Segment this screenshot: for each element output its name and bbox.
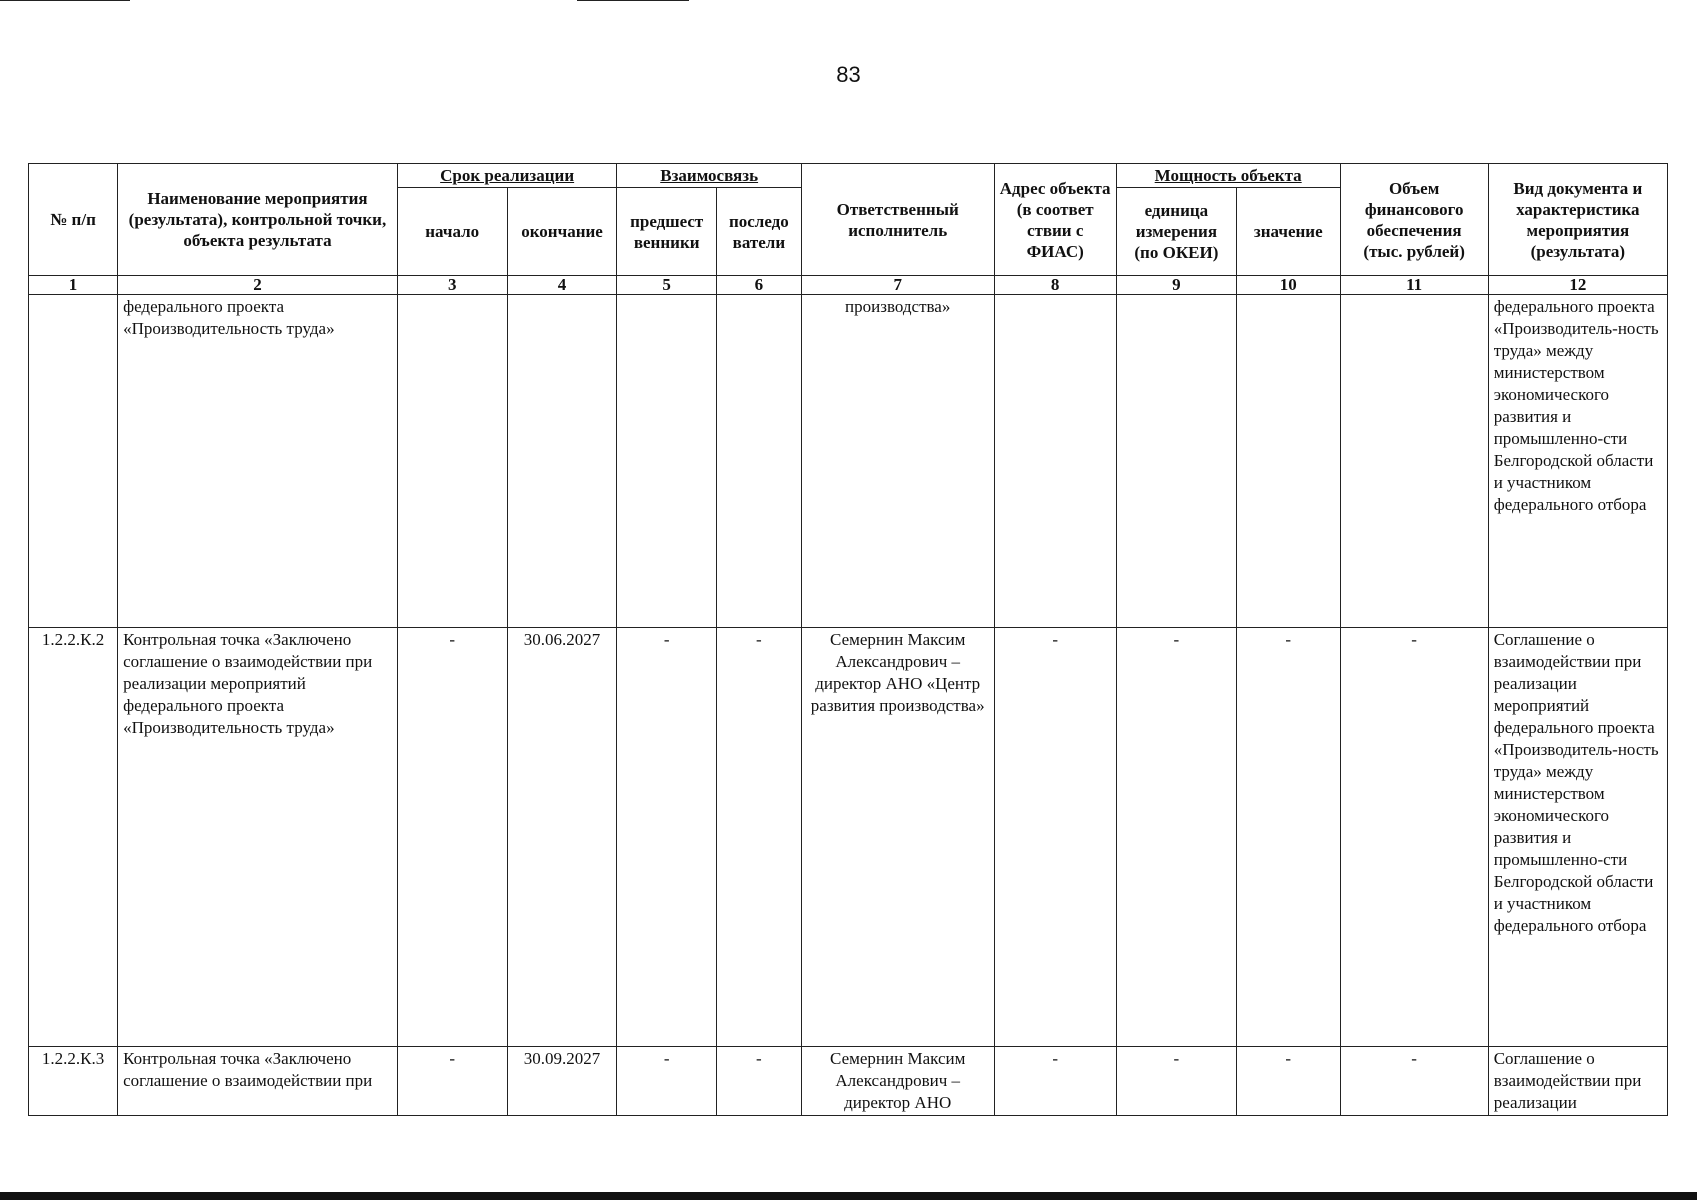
column-number: 2 <box>118 276 398 295</box>
column-number: 5 <box>617 276 716 295</box>
table-row <box>29 628 1668 1047</box>
header-doc-type: Вид документа и характеристика мероприятия (результата) <box>1488 164 1667 276</box>
scan-mark-center <box>577 0 689 1</box>
header-period: Срок реализации <box>397 164 617 188</box>
column-number: 1 <box>29 276 118 295</box>
cell-next: - <box>716 628 801 1047</box>
header-period-start: начало <box>397 188 507 276</box>
cell-end: 30.09.2027 <box>507 1047 617 1116</box>
cell-name: Контрольная точка «Заключено соглашение о взаимодействии при реализации мероприятий федерального проекта «Производительность труда» <box>118 628 398 1047</box>
cell-prev: - <box>617 1047 716 1116</box>
column-number: 8 <box>994 276 1116 295</box>
column-number: 7 <box>801 276 994 295</box>
cell-prev: - <box>617 628 716 1047</box>
header-capacity-unit: единица измерения (по ОКЕИ) <box>1116 188 1236 276</box>
plan-table <box>28 163 1668 1116</box>
cell-name: федерального проекта «Производительность труда» <box>118 295 398 628</box>
cell-next <box>716 295 801 628</box>
column-number-row <box>29 276 1668 295</box>
cell-responsible: Семернин Максим Александрович – директор АНО «Центр развития производства» <box>801 628 994 1047</box>
header-address: Адрес объекта (в соответ ствии с ФИАС) <box>994 164 1116 276</box>
column-number: 6 <box>716 276 801 295</box>
page-number: 83 <box>836 62 861 87</box>
header-relation: Взаимосвязь <box>617 164 801 188</box>
header-name: Наименование мероприятия (результата), контрольной точки, объекта результата <box>118 164 398 276</box>
scan-mark-left <box>0 0 130 1</box>
cell-value: - <box>1236 628 1340 1047</box>
column-number: 4 <box>507 276 617 295</box>
cell-unit: - <box>1116 1047 1236 1116</box>
cell-num: 1.2.2.К.3 <box>29 1047 118 1116</box>
cell-end: 30.06.2027 <box>507 628 617 1047</box>
column-number: 3 <box>397 276 507 295</box>
header-row-1 <box>29 164 1668 188</box>
header-capacity: Мощность объекта <box>1116 164 1340 188</box>
header-responsible: Ответственный исполнитель <box>801 164 994 276</box>
cell-value <box>1236 295 1340 628</box>
cell-doc: Соглашение о взаимодействии при реализации мероприятий федерального проекта «Производитель-ность труда» между министерством экономического развития и промышленно-сти Белгородской области и участником федерального отбора <box>1488 628 1667 1047</box>
cell-start <box>397 295 507 628</box>
cell-doc: федерального проекта «Производитель-ность труда» между министерством экономического развития и промышленно-сти Белгородской области и участником федерального отбора <box>1488 295 1667 628</box>
cell-address: - <box>994 628 1116 1047</box>
column-number: 12 <box>1488 276 1667 295</box>
cell-prev <box>617 295 716 628</box>
column-number: 9 <box>1116 276 1236 295</box>
cell-start: - <box>397 1047 507 1116</box>
cell-end <box>507 295 617 628</box>
header-relation-next: последо ватели <box>716 188 801 276</box>
table-row <box>29 1047 1668 1116</box>
column-number: 11 <box>1340 276 1488 295</box>
column-number: 10 <box>1236 276 1340 295</box>
header-num: № п/п <box>29 164 118 276</box>
cell-address <box>994 295 1116 628</box>
cell-unit <box>1116 295 1236 628</box>
header-capacity-value: значение <box>1236 188 1340 276</box>
cell-next: - <box>716 1047 801 1116</box>
cell-unit: - <box>1116 628 1236 1047</box>
header-finance: Объем финансового обеспечения (тыс. рублей) <box>1340 164 1488 276</box>
cell-name: Контрольная точка «Заключено соглашение о взаимодействии при <box>118 1047 398 1116</box>
cell-doc: Соглашение о взаимодействии при реализации <box>1488 1047 1667 1116</box>
cell-num: 1.2.2.К.2 <box>29 628 118 1047</box>
cell-finance <box>1340 295 1488 628</box>
header-period-end: окончание <box>507 188 617 276</box>
cell-finance: - <box>1340 1047 1488 1116</box>
cell-value: - <box>1236 1047 1340 1116</box>
cell-address: - <box>994 1047 1116 1116</box>
scan-bottom-bar <box>0 1192 1697 1200</box>
cell-num <box>29 295 118 628</box>
cell-responsible: Семернин Максим Александрович – директор АНО <box>801 1047 994 1116</box>
cell-start: - <box>397 628 507 1047</box>
cell-finance: - <box>1340 628 1488 1047</box>
cell-responsible: производства» <box>801 295 994 628</box>
header-relation-prev: предшест венники <box>617 188 716 276</box>
table-row <box>29 295 1668 628</box>
